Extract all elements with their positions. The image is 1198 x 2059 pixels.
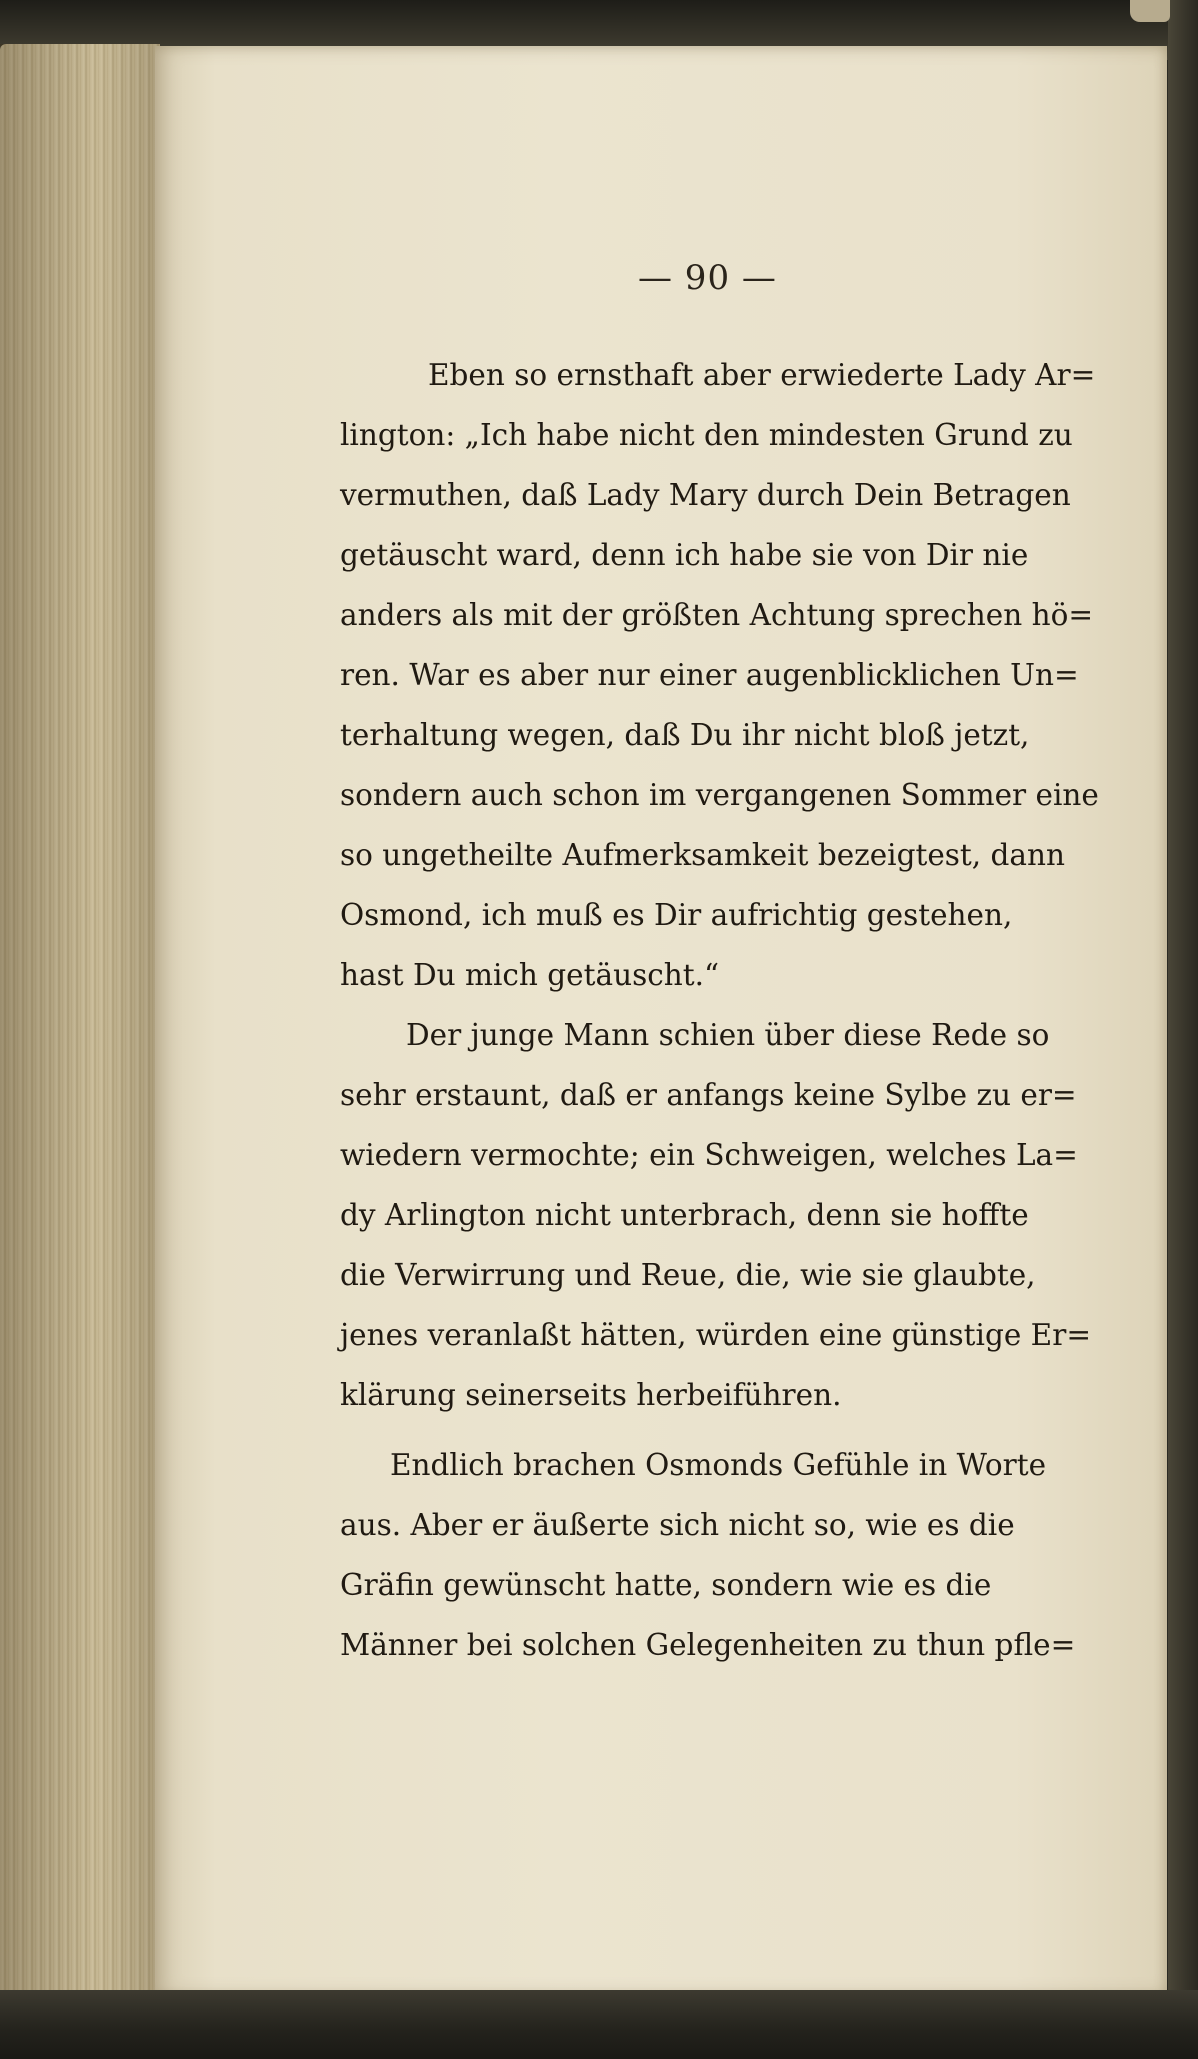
text-line: Eben so ernsthaft aber erwiederte Lady Ar=	[428, 358, 1096, 392]
text-line: dy Arlington nicht unterbrach, denn sie hoffte	[340, 1198, 1029, 1232]
text-line: so ungetheilte Aufmerksamkeit bezeigtest, dann	[340, 838, 1066, 872]
page-number: — 90 —	[638, 258, 777, 298]
text-line: Der junge Mann schien über diese Rede so	[406, 1018, 1050, 1052]
text-line: hast Du mich getäuscht.“	[340, 958, 720, 992]
text-line: wiedern vermochte; ein Schweigen, welches La=	[340, 1138, 1078, 1172]
book-cover-right	[1168, 0, 1198, 2059]
book-cover-bottom	[0, 1990, 1198, 2059]
text-line: lington: „Ich habe nicht den mindesten Grund zu	[340, 418, 1073, 452]
text-line: sondern auch schon im vergangenen Sommer eine	[340, 778, 1099, 812]
corner-wear	[1130, 0, 1170, 22]
text-line: Endlich brachen Osmonds Gefühle in Worte	[390, 1448, 1047, 1482]
text-line: ren. War es aber nur einer augenblicklichen Un=	[340, 658, 1079, 692]
text-line: Männer bei solchen Gelegenheiten zu thun pfle=	[340, 1628, 1076, 1662]
text-line: Gräfin gewünscht hatte, sondern wie es die	[340, 1568, 992, 1602]
text-line: klärung seinerseits herbeiführen.	[340, 1378, 842, 1412]
text-line: die Verwirrung und Reue, die, wie sie glaubte,	[340, 1258, 1036, 1292]
text-line: terhaltung wegen, daß Du ihr nicht bloß jetzt,	[340, 718, 1030, 752]
text-line: jenes veranlaßt hätten, würden eine günstige Er=	[340, 1318, 1092, 1352]
page-edges-shade	[0, 44, 160, 2000]
text-line: aus. Aber er äußerte sich nicht so, wie es die	[340, 1508, 1015, 1542]
text-line: anders als mit der größten Achtung sprechen hö=	[340, 598, 1094, 632]
text-line: vermuthen, daß Lady Mary durch Dein Betragen	[340, 478, 1071, 512]
text-line: sehr erstaunt, daß er anfangs keine Sylbe zu er=	[340, 1078, 1077, 1112]
text-line: getäuscht ward, denn ich habe sie von Dir nie	[340, 538, 1029, 572]
text-line: Osmond, ich muß es Dir aufrichtig gestehen,	[340, 898, 1013, 932]
